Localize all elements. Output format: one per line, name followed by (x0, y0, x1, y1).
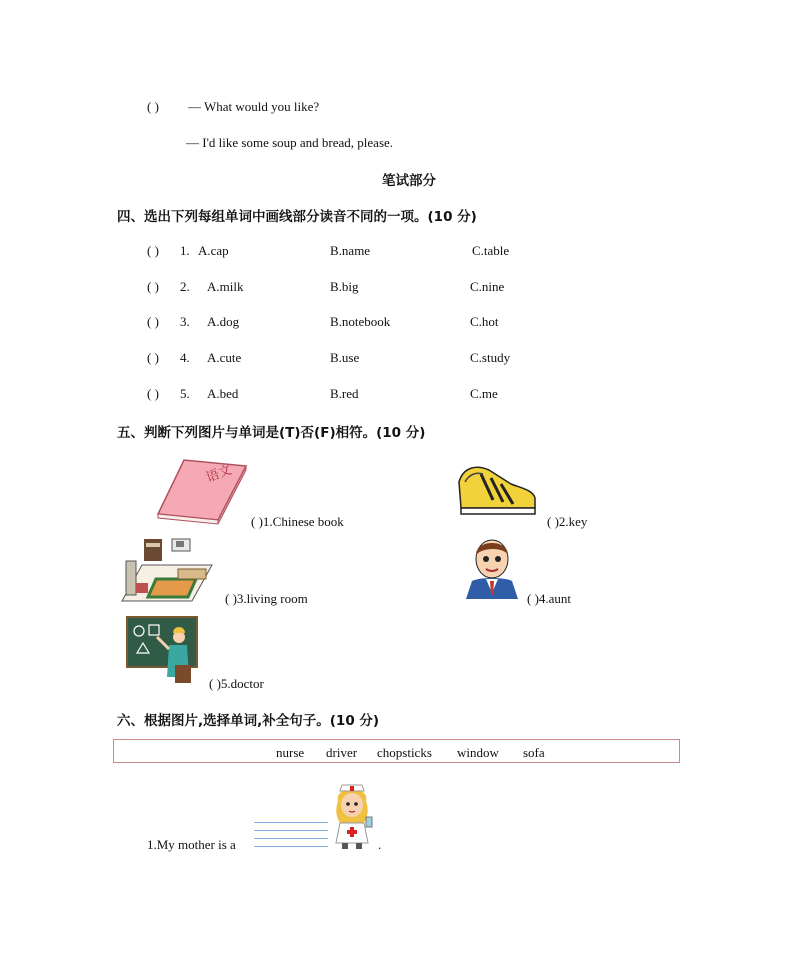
question-text: — What would you like? (188, 99, 320, 114)
answer-paren[interactable]: ( ) (147, 279, 159, 294)
option-b: B.name (330, 243, 371, 258)
option-c: C.table (472, 243, 510, 258)
option-c: C.study (470, 350, 511, 365)
answer-paren[interactable]: ( ) (147, 99, 159, 114)
judge-item-1[interactable]: ( )1.Chinese book (251, 514, 344, 529)
sentence-1: 1.My mother is a (147, 837, 236, 852)
option-b: B.red (330, 386, 359, 401)
word-bank-item: sofa (523, 745, 545, 760)
option-b: B.use (330, 350, 360, 365)
teacher-blackboard-icon (127, 617, 199, 685)
item-number: 1. (180, 243, 190, 258)
section-6-title: 六、根据图片,选择单词,补全句子。(10 分) (117, 713, 380, 729)
option-a: A.milk (207, 279, 244, 294)
word-bank-item: window (457, 745, 499, 760)
option-a: A.cute (207, 350, 242, 365)
word-bank-item: nurse (276, 745, 305, 760)
option-a: A.bed (207, 386, 239, 401)
option-c: C.me (470, 386, 498, 401)
section-4-title: 四、选出下列每组单词中画线部分读音不同的一项。(10 分) (117, 209, 477, 225)
written-part-title: 笔试部分 (382, 173, 436, 189)
sneaker-icon (455, 460, 537, 518)
option-a: A.dog (207, 314, 240, 329)
option-b: B.big (330, 279, 359, 294)
item-number: 2. (180, 279, 190, 294)
chinese-book-icon (156, 458, 248, 524)
judge-item-2[interactable]: ( )2.key (547, 514, 588, 529)
nurse-icon (330, 783, 376, 851)
option-c: C.hot (470, 314, 499, 329)
answer-paren[interactable]: ( ) (147, 314, 159, 329)
section-5-title: 五、判断下列图片与单词是(T)否(F)相符。(10 分) (117, 425, 426, 441)
answer-text: — I'd like some soup and bread, please. (186, 135, 394, 150)
answer-blank[interactable] (254, 822, 328, 850)
living-room-icon (122, 535, 214, 605)
word-bank (113, 739, 680, 763)
judge-item-4[interactable]: ( )4.aunt (527, 591, 572, 606)
answer-paren[interactable]: ( ) (147, 243, 159, 258)
option-b: B.notebook (330, 314, 391, 329)
judge-item-5[interactable]: ( )5.doctor (209, 676, 264, 691)
item-number: 3. (180, 314, 190, 329)
book-cover-text: 语文 (204, 462, 234, 486)
word-bank-item: driver (326, 745, 358, 760)
item-number: 4. (180, 350, 190, 365)
answer-paren[interactable]: ( ) (147, 386, 159, 401)
man-portrait-icon (466, 535, 518, 599)
judge-item-3[interactable]: ( )3.living room (225, 591, 308, 606)
option-a: A.cap (198, 243, 229, 258)
word-bank-item: chopsticks (377, 745, 432, 760)
sentence-1-period: . (378, 837, 382, 852)
item-number: 5. (180, 386, 190, 401)
option-c: C.nine (470, 279, 505, 294)
answer-paren[interactable]: ( ) (147, 350, 159, 365)
